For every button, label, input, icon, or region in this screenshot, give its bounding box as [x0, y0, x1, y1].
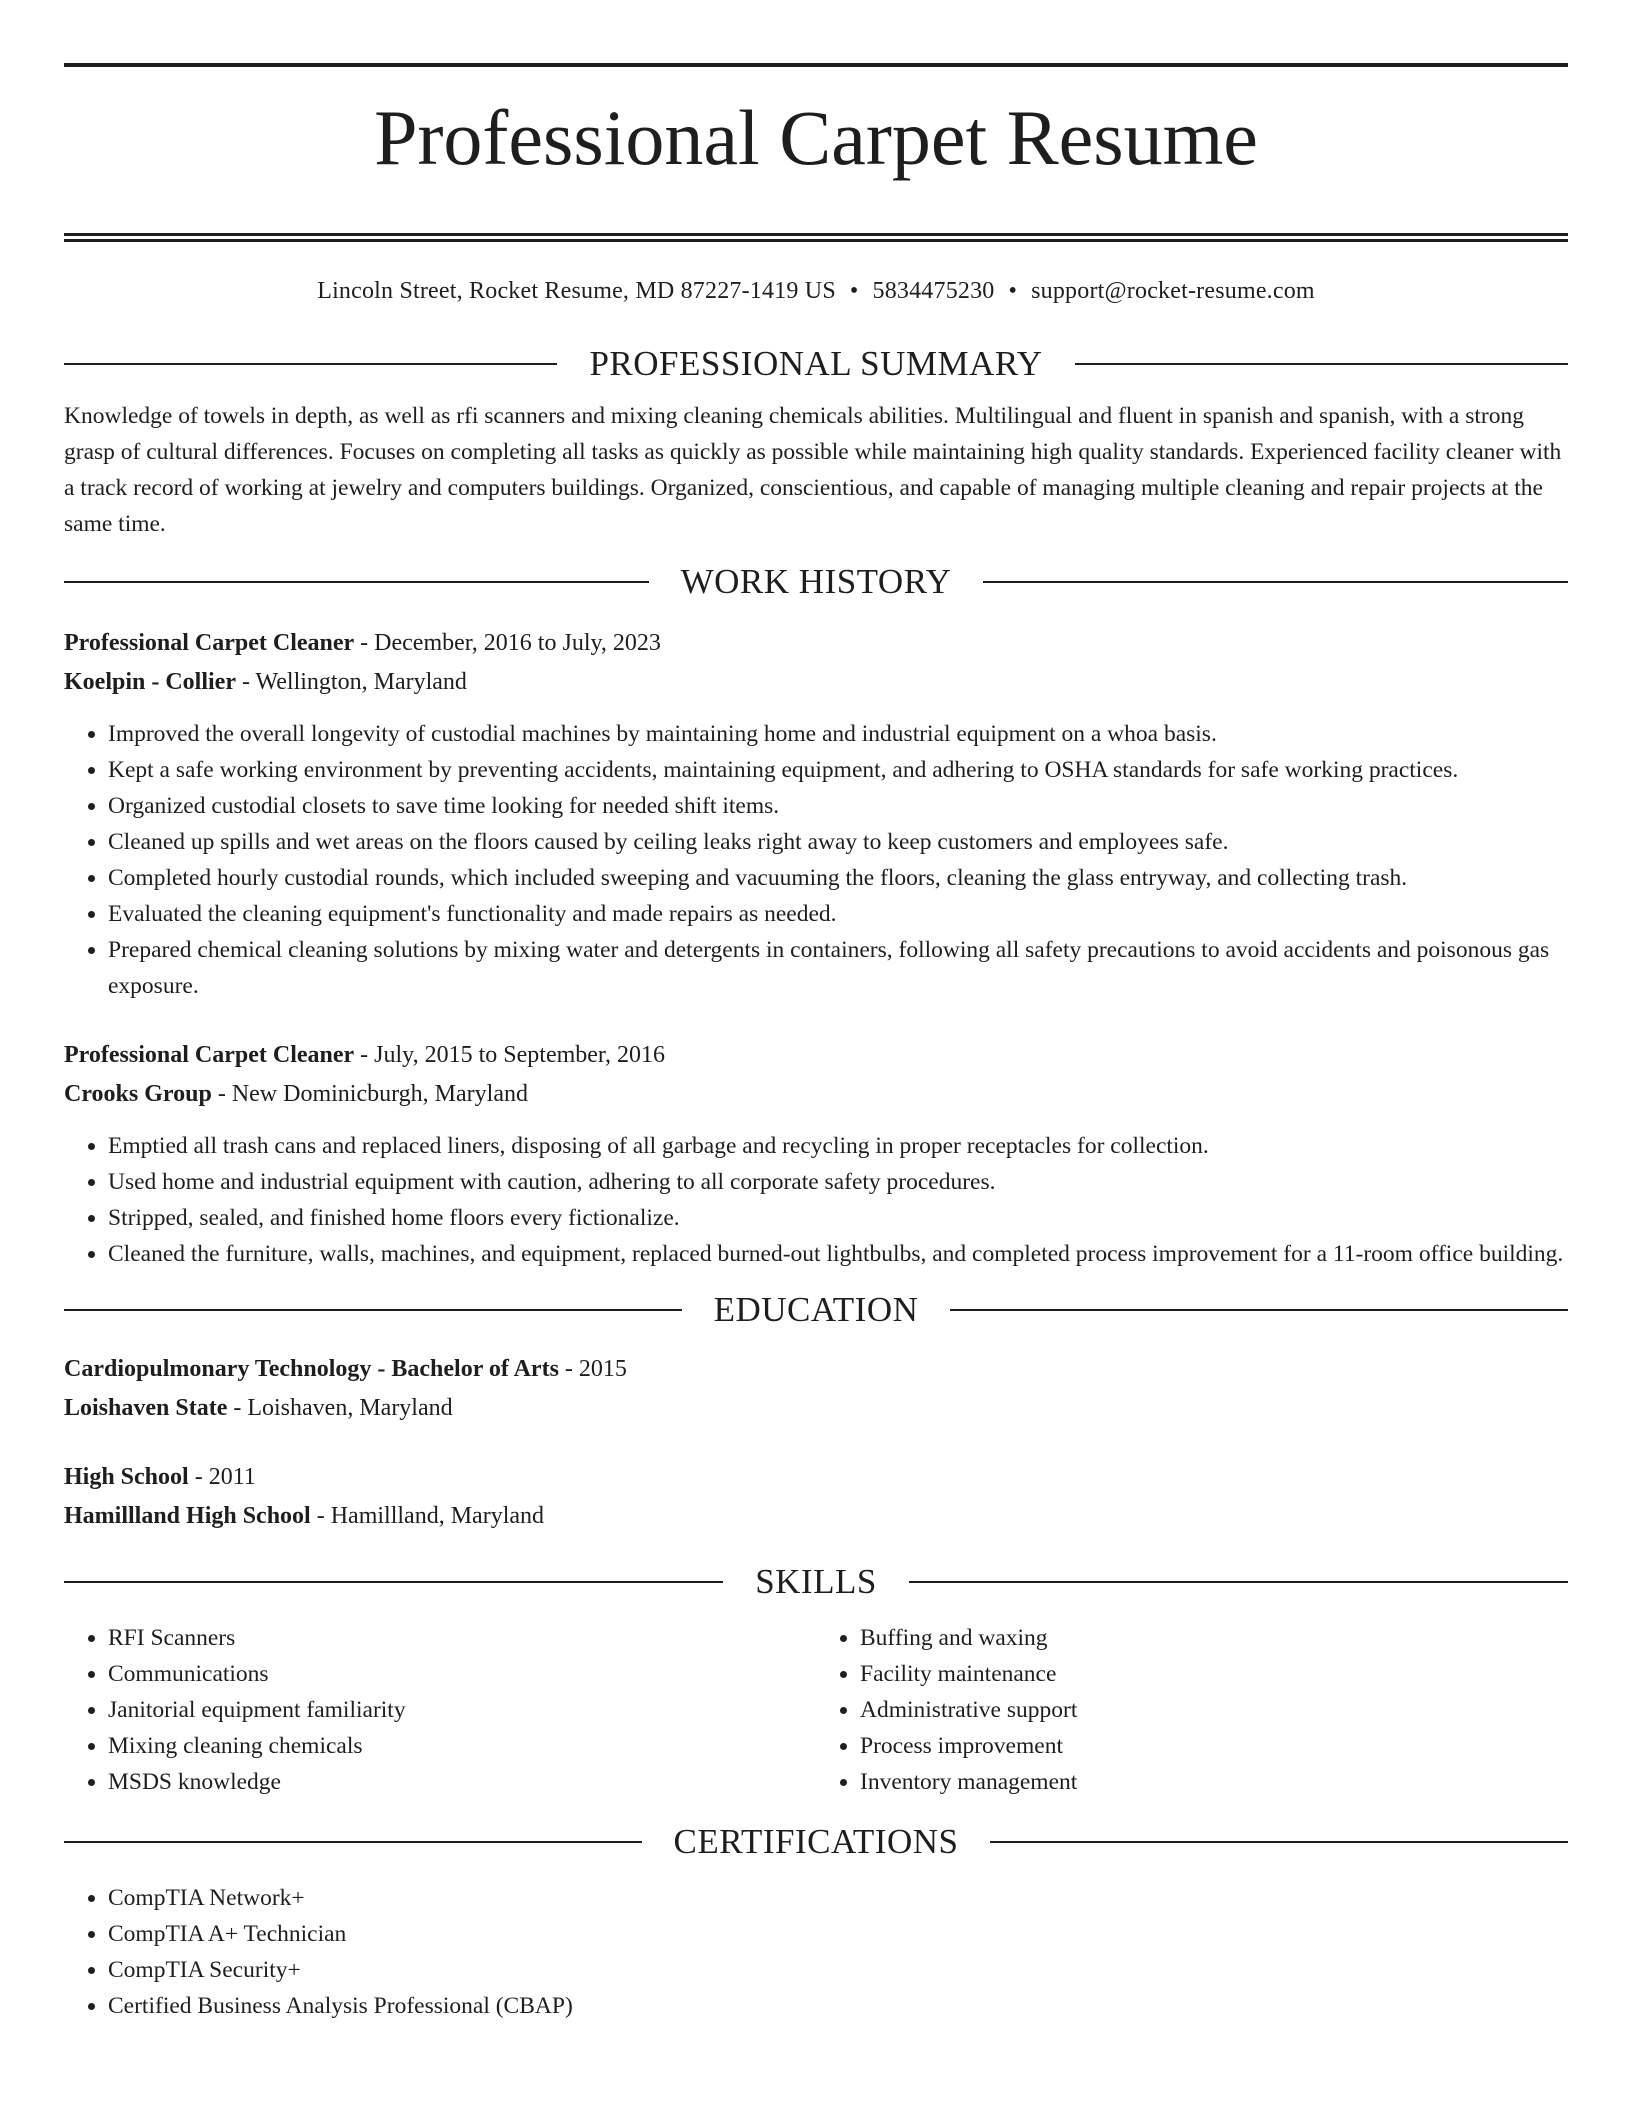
list-item: • Kept a safe working environment by preventing accidents, maintaining equipment, and adhering to OSHA standards for safe working practices.: [108, 752, 1568, 788]
section-header-certifications: [64, 1822, 1568, 1862]
job-location: - New Dominicburgh, Maryland: [211, 1081, 528, 1107]
divider-right: [990, 1841, 1568, 1843]
job-company: Koelpin - Collier: [64, 669, 236, 695]
job-title-line: [64, 1036, 1568, 1075]
list-item: • Cleaned the furniture, walls, machines, and equipment, replaced burned-out lightbulbs, and completed process improvement for a 11-room office building.: [108, 1236, 1568, 1272]
job-company-line: [64, 1075, 1568, 1114]
divider-left: [64, 1841, 642, 1843]
job-entry: [64, 624, 1568, 1004]
separator-dot: •: [849, 278, 859, 304]
job-bullets: [64, 716, 1568, 1004]
list-item: • Prepared chemical cleaning solutions by mixing water and detergents in containers, following all safety precautions to avoid accidents and poisonous gas exposure.: [108, 932, 1568, 1004]
section-title: WORK HISTORY: [680, 562, 952, 601]
school-line: [64, 1497, 1568, 1536]
list-item: • Janitorial equipment familiarity: [108, 1692, 816, 1728]
list-item: • Stripped, sealed, and finished home floors every fictionalize.: [108, 1200, 1568, 1236]
job-dates: - July, 2015 to September, 2016: [354, 1042, 665, 1068]
job-bullets: [64, 1128, 1568, 1272]
section-title: PROFESSIONAL SUMMARY: [589, 344, 1043, 383]
divider-left: [64, 363, 557, 365]
list-item: • MSDS knowledge: [108, 1764, 816, 1800]
list-item: • Facility maintenance: [860, 1656, 1568, 1692]
list-item: • Inventory management: [860, 1764, 1568, 1800]
list-item: • Evaluated the cleaning equipment's functionality and made repairs as needed.: [108, 896, 1568, 932]
divider-left: [64, 581, 649, 583]
list-item: • Buffing and waxing: [860, 1620, 1568, 1656]
list-item: • Organized custodial closets to save time looking for needed shift items.: [108, 788, 1568, 824]
degree-line: [64, 1458, 1568, 1497]
school-name: Hamillland High School: [64, 1503, 311, 1529]
list-item: • Process improvement: [860, 1728, 1568, 1764]
list-item: • Administrative support: [860, 1692, 1568, 1728]
section-header-work: [64, 562, 1568, 602]
email-link[interactable]: support@rocket-resume.com: [1031, 278, 1315, 304]
contact-line: [64, 276, 1568, 306]
job-dates: - December, 2016 to July, 2023: [354, 630, 661, 656]
graduation-year: - 2015: [558, 1356, 627, 1382]
phone: 5834475230: [872, 278, 995, 304]
skills-list-left: [64, 1620, 816, 1800]
section-header-summary: [64, 344, 1568, 384]
degree: Cardiopulmonary Technology - Bachelor of Arts: [64, 1356, 559, 1382]
job-position: Professional Carpet Cleaner: [64, 630, 355, 656]
divider-right: [983, 581, 1568, 583]
school-location: - Loishaven, Maryland: [227, 1395, 453, 1421]
school-name: Loishaven State: [64, 1395, 228, 1421]
certifications-list: [64, 1880, 1568, 2024]
list-item: • RFI Scanners: [108, 1620, 816, 1656]
job-position: Professional Carpet Cleaner: [64, 1042, 355, 1068]
list-item: • Emptied all trash cans and replaced liners, disposing of all garbage and recycling in proper receptacles for collection.: [108, 1128, 1568, 1164]
degree: High School: [64, 1464, 189, 1490]
list-item: • Improved the overall longevity of custodial machines by maintaining home and industrial equipment on a whoa basis.: [108, 716, 1568, 752]
section-header-skills: [64, 1562, 1568, 1602]
job-location: - Wellington, Maryland: [235, 669, 467, 695]
skills-columns: [64, 1620, 1568, 1800]
address: Lincoln Street, Rocket Resume, MD 87227-1419 US: [317, 278, 836, 304]
double-rule: [64, 233, 1568, 242]
section-header-education: [64, 1290, 1568, 1330]
divider-right: [1075, 363, 1568, 365]
list-item: • CompTIA A+ Technician: [108, 1916, 1568, 1952]
divider-right: [950, 1309, 1568, 1311]
list-item: • Communications: [108, 1656, 816, 1692]
job-company: Crooks Group: [64, 1081, 212, 1107]
separator-dot: •: [1008, 278, 1018, 304]
divider-left: [64, 1581, 723, 1583]
section-title: EDUCATION: [713, 1290, 919, 1329]
list-item: • Completed hourly custodial rounds, which included sweeping and vacuuming the floors, cleaning the glass entryway, and collecting trash.: [108, 860, 1568, 896]
school-location: - Hamillland, Maryland: [310, 1503, 545, 1529]
job-title-line: [64, 624, 1568, 663]
list-item: • Mixing cleaning chemicals: [108, 1728, 816, 1764]
list-item: • CompTIA Network+: [108, 1880, 1568, 1916]
job-company-line: [64, 663, 1568, 702]
graduation-year: - 2011: [188, 1464, 256, 1490]
list-item: • Certified Business Analysis Professional (CBAP): [108, 1988, 1568, 2024]
section-title: SKILLS: [755, 1562, 877, 1601]
list-item: • Cleaned up spills and wet areas on the floors caused by ceiling leaks right away to keep customers and employees safe.: [108, 824, 1568, 860]
list-item: • CompTIA Security+: [108, 1952, 1568, 1988]
summary-text: Knowledge of towels in depth, as well as rfi scanners and mixing cleaning chemicals abilities. Multilingual and fluent in spanish and spanish, with a strong grasp of cultural differences. Focuses on completing all tasks as quickly as possible while maintaining high quality standards. Experienced facility cleaner with a track record of working at jewelry and computers buildings. Organized, conscientious, and capable of managing multiple cleaning and repair projects at the same time.: [64, 403, 1562, 537]
section-title: CERTIFICATIONS: [673, 1822, 959, 1861]
education-entry: [64, 1350, 1568, 1428]
degree-line: [64, 1350, 1568, 1389]
school-line: [64, 1389, 1568, 1428]
resume-title: Professional Carpet Resume: [374, 94, 1258, 181]
job-entry: [64, 1036, 1568, 1272]
education-entry: [64, 1458, 1568, 1536]
divider-left: [64, 1309, 682, 1311]
divider-right: [909, 1581, 1568, 1583]
skills-list-right: [816, 1620, 1568, 1800]
list-item: • Used home and industrial equipment with caution, adhering to all corporate safety procedures.: [108, 1164, 1568, 1200]
